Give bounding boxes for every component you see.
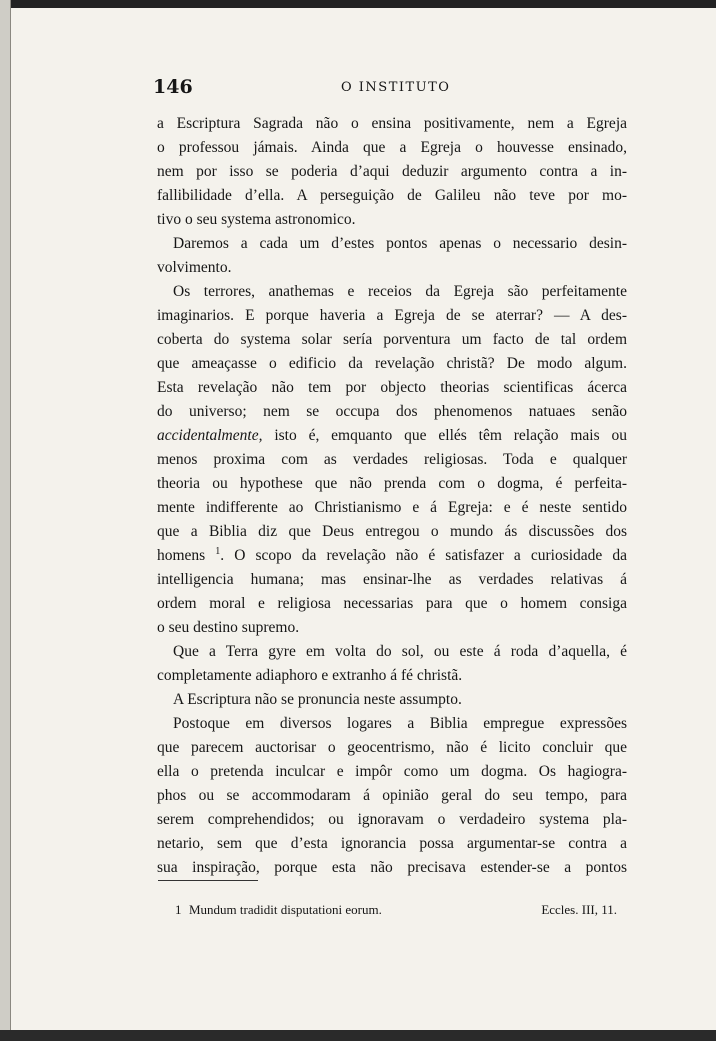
text-segment: Daremos a cada um d’estes pontos apenas o necessario desin- — [173, 235, 627, 252]
text-line — [157, 640, 627, 664]
footnote-reference: Eccles. III, 11. — [541, 902, 617, 917]
page-header — [153, 76, 625, 100]
text-line — [157, 112, 627, 136]
footnote — [175, 902, 617, 922]
text-segment: Esta revelação não tem por objecto theorias scientificas ácerca — [157, 379, 627, 396]
text-segment: a Escriptura Sagrada não o ensina positivamente, nem a Egreja — [157, 115, 627, 132]
text-line — [157, 616, 627, 640]
text-line — [157, 232, 627, 256]
text-line — [157, 688, 627, 712]
text-line — [157, 856, 627, 880]
scan-top-edge — [0, 0, 716, 8]
text-line — [157, 520, 627, 544]
text-segment: volvimento. — [157, 259, 232, 276]
text-segment: phos ou se accommodaram á opinião geral do seu tempo, para — [157, 787, 627, 804]
running-title: O INSTITUTO — [341, 80, 451, 95]
text-line — [157, 328, 627, 352]
text-segment: isto é, emquanto que ellés têm relação mais ou — [262, 427, 627, 444]
text-line — [157, 400, 627, 424]
body-text — [157, 112, 627, 880]
text-line — [157, 712, 627, 736]
text-segment: mente indifferente ao Christianismo e á Egreja: e é neste sentido — [157, 499, 627, 516]
text-segment: que ameaçasse o edificio da revelação christã? De modo algum. — [157, 355, 627, 372]
text-line — [157, 664, 627, 688]
text-segment: A Escriptura não se pronuncia neste assumpto. — [173, 691, 462, 708]
text-segment: theoria ou hypothese que não prenda com o dogma, é perfeita- — [157, 475, 627, 492]
text-line — [157, 160, 627, 184]
text-segment: serem comprehendidos; ou ignoravam o verdadeiro systema pla- — [157, 811, 627, 828]
page-number: 146 — [153, 76, 193, 98]
text-line — [157, 184, 627, 208]
text-segment: coberta do systema solar sería porventura um facto de tal ordem — [157, 331, 627, 348]
text-line — [157, 304, 627, 328]
text-line — [157, 784, 627, 808]
text-line — [157, 256, 627, 280]
text-segment: Que a Terra gyre em volta do sol, ou este á roda d’aquella, é — [173, 643, 627, 660]
scan-bottom-edge — [0, 1030, 716, 1041]
text-line — [157, 808, 627, 832]
text-segment: sua inspiração, porque esta não precisava estender-se a pontos — [157, 859, 627, 876]
text-segment: ordem moral e religiosa necessarias para que o homem consiga — [157, 595, 627, 612]
text-segment: que parecem auctorisar o geocentrismo, não é licito concluir que — [157, 739, 627, 756]
text-line — [157, 832, 627, 856]
text-line — [157, 352, 627, 376]
text-segment: do universo; nem se occupa dos phenomenos natuaes senão — [157, 403, 627, 420]
text-segment: completamente adiaphoro e extranho á fé christã. — [157, 667, 463, 684]
footnote-text: Mundum tradidit disputationi eorum. — [189, 902, 382, 917]
text-segment: intelligencia humana; mas ensinar-lhe as verdades relativas á — [157, 571, 627, 588]
text-segment: nem por isso se poderia d’aqui deduzir argumento contra a in- — [157, 163, 627, 180]
footnote-marker: 1 — [175, 902, 182, 917]
text-segment: imaginarios. E porque haveria a Egreja de se aterrar? — A des- — [157, 307, 627, 324]
text-line — [157, 592, 627, 616]
text-segment: . O scopo da revelação não é satisfazer a curiosidade da — [220, 547, 627, 564]
text-line — [157, 472, 627, 496]
text-segment: netario, sem que d’esta ignorancia possa argumentar-se contra a — [157, 835, 627, 852]
text-segment: o professou jámais. Ainda que a Egreja o houvesse ensinado, — [157, 139, 627, 156]
text-line — [157, 736, 627, 760]
footnote-rule — [158, 880, 258, 881]
text-segment: homens — [157, 547, 216, 564]
text-line — [157, 496, 627, 520]
text-line — [157, 568, 627, 592]
footnote-ref-mark: 1 — [215, 545, 221, 557]
text-line — [157, 424, 627, 448]
text-segment: tivo o seu systema astronomico. — [157, 211, 356, 228]
text-segment: o seu destino supremo. — [157, 619, 300, 636]
text-line — [157, 760, 627, 784]
text-segment: que a Biblia diz que Deus entregou o mundo ás discussões dos — [157, 523, 627, 540]
text-segment: menos proxima com as verdades religiosas. Toda e qualquer — [157, 451, 627, 468]
scan-left-edge — [0, 0, 11, 1041]
text-line — [157, 544, 627, 568]
text-segment: ella o pretenda inculcar e impôr como um dogma. Os hagiogra- — [157, 763, 627, 780]
text-line — [157, 208, 627, 232]
text-segment: accidentalmente, — [157, 427, 263, 444]
text-line — [157, 376, 627, 400]
text-line — [157, 136, 627, 160]
text-line — [157, 280, 627, 304]
text-segment: Os terrores, anathemas e receios da Egreja são perfeitamente — [173, 283, 627, 300]
text-segment: fallibilidade d’ella. A perseguição de Galileu não teve por mo- — [157, 187, 627, 204]
text-segment: Postoque em diversos logares a Biblia empregue expressões — [173, 715, 627, 732]
text-line — [157, 448, 627, 472]
